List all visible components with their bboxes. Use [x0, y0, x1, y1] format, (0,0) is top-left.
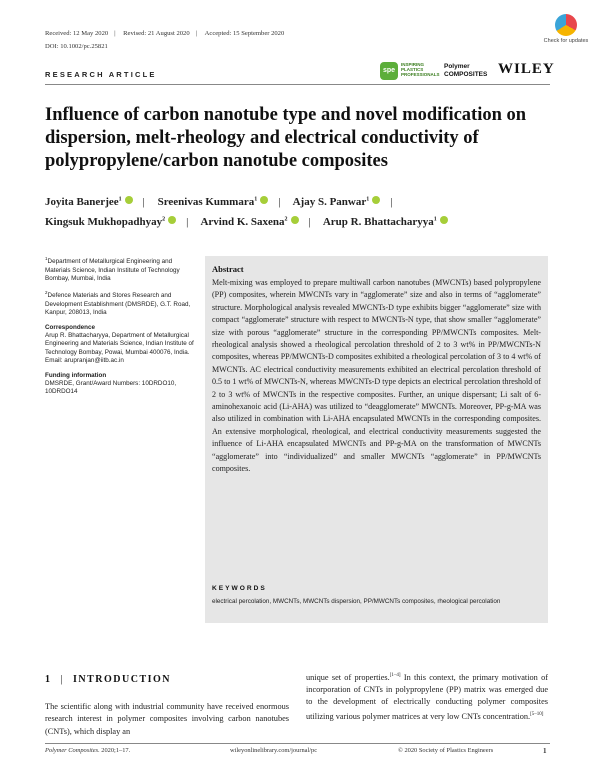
- spe-tagline: INSPIRING PLASTICS PROFESSIONALS: [401, 62, 440, 77]
- footer-url[interactable]: wileyonlinelibrary.com/journal/pc: [230, 747, 318, 754]
- page-number: 1: [543, 747, 547, 755]
- author-affiliation: 1: [254, 196, 258, 203]
- doi[interactable]: DOI: 10.1002/pc.25821: [45, 43, 108, 50]
- correspondence: [45, 324, 195, 366]
- affiliation-number: 2: [45, 290, 48, 296]
- journal-logo-line2: COMPOSITES: [444, 71, 488, 78]
- received-date: Received: 12 May 2020: [45, 30, 109, 37]
- author-affiliation: 2: [162, 216, 166, 223]
- keywords-text: electrical percolation, MWCNTs, MWCNTs dispersion, PP/MWCNTs composites, rheological percolation: [212, 598, 501, 605]
- revised-date: Revised: 21 August 2020: [123, 30, 190, 37]
- article-title: Influence of carbon nanotube type and novel modification on dispersion, melt-rheology and electrical conductivity of polypropylene/carbon nanotube composites: [45, 105, 527, 171]
- accepted-date: Accepted: 15 September 2020: [204, 30, 285, 37]
- crossmark-icon: [555, 14, 577, 36]
- orcid-icon[interactable]: [168, 216, 176, 224]
- section-heading-introduction: [45, 674, 171, 685]
- affiliation-number: 1: [45, 256, 48, 261]
- author-name: Arup R. Bhattacharyya: [322, 216, 434, 228]
- author-name: Ajay S. Panwar: [292, 196, 367, 208]
- author-affiliation: 1: [366, 196, 370, 203]
- section-number: 1: [45, 674, 52, 685]
- orcid-icon[interactable]: [291, 216, 299, 224]
- intro-left-column: The scientific along with industrial community have received enormous research interest in polymer composites involving carbon nanotubes (CNTs), which display an: [45, 702, 289, 736]
- journal-logo: [444, 63, 487, 79]
- sidebar-info: [45, 255, 195, 403]
- journal-logo-line1: Polymer: [444, 63, 470, 70]
- author-affiliation: 1: [433, 216, 437, 223]
- author-affiliation: 1: [118, 196, 122, 203]
- author-line-1: Joyita Banerjee$^1$ | Sreenivas Kummara$^1$ | Ajay S. Panwar$^1$ |: [45, 196, 393, 208]
- abstract-text: Melt-mixing was employed to prepare multiwall carbon nanotubes (MWCNTs) based polypropylene (PP) composites, wherein MWCNTs vary in “agglomerate” size and also in terms of “agglomerate” structure. Morphological analysis revealed MWCNTs-D type exhibits bigger “agglomerate” size with compact “agglomerate” structure with respect to MWCNTs-N type, that show smaller “agglomerate” size with porous “agglomerate” structure in the corresponding PP/MWCNTs composites. Melt-rheological analysis showed a rheological percolation threshold of 2 to 3 wt% in PP/MWCNTs-N composites, whereas PP/MWCNTs-D composites exhibited a rheological percolation of 3 to 4 wt% of MWCNTs. AC electrical conductivity measurements exhibited an electrical percolation threshold of 0.5 to 1 wt% of MWCNTs-N, whereas MWCNTs-D type depicts an electrical percolation threshold of 2 to 3 wt% of MWCNTs in the respective composites. Further, an unique dispersant; Li salt of 6-aminohexanoic acid (Li-AHA) was utilized to “deagglomerate” MWCNTs. Moreover, PP-g-MA was also utilized in combination with Li-AHA encapsulated MWCNTs in the corresponding composites. An extensive morphological, rheological, and electrical conductivity measurements suggested the influence of Li-AHA encapsulated MWCNTs and PP-g-MA on the transformation of MWCNTs “agglomerate” into “individualized” and smaller MWCNTs “agglomerate” in PP/MWCNTs composites.: [212, 278, 541, 474]
- intro-text-a: unique set of properties.: [306, 672, 390, 682]
- correspondence-label: Correspondence: [45, 323, 96, 331]
- author-name: Arvind K. Saxena: [200, 216, 285, 228]
- footer-journal: [45, 747, 130, 754]
- footer-year-pages: 2020;1–17.: [99, 747, 131, 754]
- publisher-logos: [380, 60, 555, 82]
- author-name: Joyita Banerjee: [45, 196, 119, 208]
- keywords-heading: KEYWORDS: [212, 585, 267, 592]
- correspondence-text: Arup R. Bhattacharyya, Department of Metallurgical Engineering and Materials Science, Indian Institute of Technology Bombay, Powai, Mumbai 400076, India.: [45, 332, 194, 356]
- article-dates: Received: 12 May 2020 | Revised: 21 August 2020 | Accepted: 15 September 2020: [45, 30, 285, 37]
- citation-ref[interactable]: [5–10]: [530, 711, 544, 717]
- intro-text-b: In this context, the primary motivation of incorporation of CNTs in polypropylene (PP) matrix was emerged due to the development of electrically conducting polymer composites utilizing various polymer matrices at very low CNTs concentration.: [306, 672, 548, 721]
- author-name: Sreenivas Kummara: [157, 196, 255, 208]
- affiliation: [45, 289, 195, 317]
- funding-text: DMSRDE, Grant/Award Numbers: 10DRDO10, 10DRDO14: [45, 380, 177, 396]
- affiliation: [45, 255, 195, 283]
- footer-divider: [45, 743, 550, 744]
- wiley-logo: WILEY: [498, 61, 555, 77]
- spe-logo: spe: [380, 62, 398, 80]
- affiliation-text: Department of Metallurgical Engineering and Materials Science, Indian Institute of Technology Bombay, Mumbai, India: [45, 258, 180, 282]
- section-title: INTRODUCTION: [73, 674, 172, 685]
- orcid-icon[interactable]: [125, 196, 133, 204]
- check-for-updates-badge[interactable]: [543, 14, 589, 54]
- intro-right-column: [306, 670, 548, 723]
- affiliation-text: Defence Materials and Stores Research and Development Establishment (DMSRDE), G.T. Road, Kanpur, 208013, India: [45, 292, 191, 317]
- orcid-icon[interactable]: [440, 216, 448, 224]
- header-divider: [45, 84, 550, 85]
- orcid-icon[interactable]: [372, 196, 380, 204]
- orcid-icon[interactable]: [260, 196, 268, 204]
- author-name: Kingsuk Mukhopadhyay: [45, 216, 163, 228]
- abstract-heading: Abstract: [212, 264, 244, 274]
- section-label: RESEARCH ARTICLE: [45, 70, 157, 79]
- section-divider: |: [60, 674, 65, 685]
- funding: [45, 372, 195, 397]
- citation-ref[interactable]: [1–4]: [389, 673, 401, 678]
- check-updates-label: Check for updates: [543, 38, 589, 44]
- footer-copyright: © 2020 Society of Plastics Engineers: [398, 747, 494, 754]
- author-line-2: Kingsuk Mukhopadhyay$^2$ | Arvind K. Saxena$^2$ | Arup R. Bhattacharyya$^1$: [45, 216, 448, 228]
- author-affiliation: 2: [284, 216, 288, 223]
- funding-label: Funding information: [45, 371, 107, 379]
- correspondence-email[interactable]: Email: arupranjan@iitb.ac.in: [45, 357, 124, 365]
- footer-journal-name: Polymer Composites.: [45, 747, 100, 754]
- abstract-box: [205, 256, 548, 623]
